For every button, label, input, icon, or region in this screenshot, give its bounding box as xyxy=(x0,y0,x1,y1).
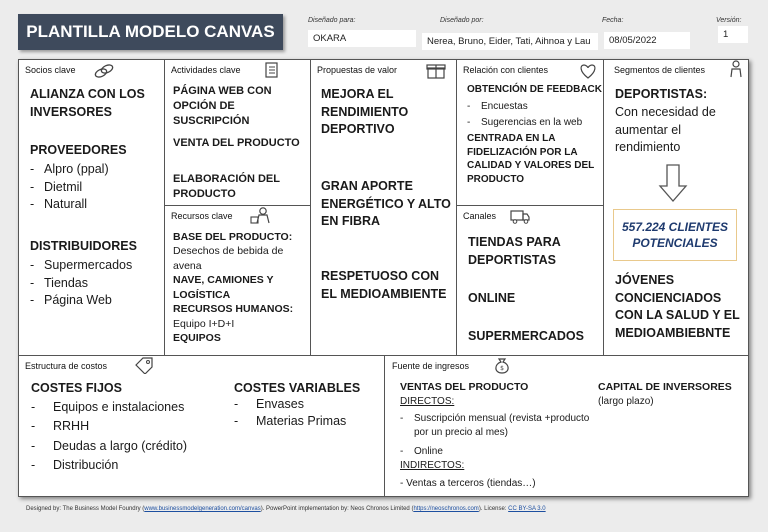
proveedores-title: PROVEEDORES xyxy=(30,143,127,157)
list-item: - Encuestas xyxy=(467,101,528,112)
fuente-ingresos-title: Fuente de ingresos xyxy=(392,361,470,371)
section-recursos-clave xyxy=(164,205,311,356)
designed-by-field[interactable]: Nerea, Bruno, Eider, Tati, Aihnoa y Lau xyxy=(422,33,598,50)
capital-title: CAPITAL DE INVERSORES xyxy=(598,381,732,393)
section-propuestas-valor xyxy=(310,59,457,356)
designed-for-label: Diseñado para: xyxy=(308,17,356,24)
footer-credits: Designed by: The Business Model Foundry (www.businessmodelgeneration.com/canvas). PowerPoint implementation by: Neos Chronos Limited (https://neoschronos.com). License: CC BY-SA 3.0 xyxy=(26,506,546,512)
footer-link-neoschronos[interactable]: https://neoschronos.com xyxy=(413,506,479,512)
indirectos-title: INDIRECTOS: xyxy=(400,460,465,472)
directos-title: DIRECTOS: xyxy=(400,396,455,408)
chain-link-icon xyxy=(93,62,115,80)
page-title: PLANTILLA MODELO CANVAS xyxy=(18,14,283,50)
section-segmentos-clientes xyxy=(603,59,749,356)
feedback-title: OBTENCIÓN DE FEEDBACK xyxy=(467,84,603,95)
actividades-clave-title: Actividades clave xyxy=(171,65,241,75)
list-item: - Sugerencias en la web xyxy=(467,116,583,128)
costes-variables-list xyxy=(234,396,384,430)
canales-title: Canales xyxy=(463,211,497,221)
section-fuente-ingresos xyxy=(384,355,749,497)
recursos-clave-title: Recursos clave xyxy=(171,211,233,221)
actividad-item: PÁGINA WEB CON OPCIÓN DE SUSCRIPCIÓN xyxy=(173,85,272,127)
base-title: BASE DEL PRODUCTO: xyxy=(173,231,293,243)
list-item: - Deudas a largo (crédito) xyxy=(31,438,188,453)
section-canales xyxy=(456,205,604,356)
feedback-list xyxy=(467,99,603,130)
arrow-down-icon xyxy=(658,164,688,202)
propuesta-item: GRAN APORTE ENERGÉTICO Y ALTO EN FIBRA xyxy=(321,179,451,228)
deportistas-text: Con necesidad de aumentar el rendimiento xyxy=(615,105,716,154)
footer-link-license[interactable]: CC BY-SA 3.0 xyxy=(508,506,546,512)
section-estructura-costos xyxy=(18,355,385,497)
humanos-title: RECURSOS HUMANOS: xyxy=(173,303,294,316)
truck-icon xyxy=(509,207,531,225)
section-actividades-clave xyxy=(164,59,311,206)
version-label: Versión: xyxy=(716,17,742,24)
base-text: Desechos de bebida de avena xyxy=(173,245,284,272)
list-item: - Equipos e instalaciones xyxy=(31,400,185,414)
capital-block xyxy=(598,380,746,410)
list-item: - RRHH xyxy=(31,419,90,434)
costes-fijos-list xyxy=(31,398,231,476)
list-item: - Dietmil xyxy=(30,179,83,194)
list-item: - Online xyxy=(400,445,443,457)
proveedores-list xyxy=(30,161,160,214)
person-icon xyxy=(725,60,747,78)
list-item: - Distribución xyxy=(31,458,119,473)
checklist-icon xyxy=(261,61,283,79)
relacion-clientes-title: Relación con clientes xyxy=(463,65,549,75)
gift-icon xyxy=(425,61,447,79)
distribuidores-list xyxy=(30,257,160,310)
centrada-text: CENTRADA EN LA FIDELIZACIÓN POR LA CALIDAD Y VALORES DEL PRODUCTO xyxy=(467,133,595,185)
list-item: - Materias Primas xyxy=(234,413,347,428)
ventas-title: VENTAS DEL PRODUCTO xyxy=(400,381,529,393)
price-tag-icon xyxy=(133,356,155,374)
version-field[interactable]: 1 xyxy=(718,26,748,43)
canal-item: TIENDAS PARA DEPORTISTAS xyxy=(468,235,561,267)
capital-text: (largo plazo) xyxy=(598,396,654,408)
clientes-potenciales-box: 557.224 CLIENTES POTENCIALES xyxy=(613,209,737,261)
costes-fijos-title: COSTES FIJOS xyxy=(31,381,122,395)
naves-text: NAVE, CAMIONES Y LOGÍSTICA xyxy=(173,274,274,301)
list-item: - Alpro (ppal) xyxy=(30,162,109,176)
estructura-costos-title: Estructura de costos xyxy=(25,361,108,371)
ventas-block xyxy=(400,380,590,491)
distribuidores-title: DISTRIBUIDORES xyxy=(30,239,137,253)
propuestas-valor-title: Propuestas de valor xyxy=(317,65,398,75)
date-field[interactable]: 08/05/2022 xyxy=(604,32,690,49)
canal-item: ONLINE xyxy=(468,291,516,305)
jovenes-text: JÓVENES CONCIENCIADOS CON LA SALUD Y EL MEDIOAMBIEBNTE xyxy=(615,273,740,340)
canal-item: SUPERMERCADOS xyxy=(468,329,584,343)
designed-for-field[interactable]: OKARA xyxy=(308,30,416,47)
indirectos-text: - Ventas a terceros (tiendas…) xyxy=(400,477,536,489)
list-item: - Envases xyxy=(234,397,304,411)
footer-link-canvas[interactable]: www.businessmodelgeneration.com/canvas xyxy=(144,506,261,512)
propuesta-item: RESPETUOSO CON EL MEDIOAMBIENTE xyxy=(321,269,447,301)
alianza-text: ALIANZA CON LOS INVERSORES xyxy=(30,87,145,119)
section-socios-clave xyxy=(18,59,165,356)
list-item: - Página Web xyxy=(30,293,112,307)
costes-variables-title: COSTES VARIABLES xyxy=(234,381,361,395)
socios-clave-title: Socios clave xyxy=(25,65,76,75)
recursos-list xyxy=(173,230,309,346)
designed-by-label: Diseñado por: xyxy=(440,17,484,24)
list-item: - Suscripción mensual (revista +producto por un precio al mes) xyxy=(400,412,590,439)
svg-text:$: $ xyxy=(500,365,504,372)
list-item: - Supermercados xyxy=(30,258,133,272)
humanos-text: Equipo I+D+I xyxy=(173,317,235,330)
date-label: Fecha: xyxy=(602,17,624,24)
list-item: - Naturall xyxy=(30,197,88,211)
worker-icon xyxy=(249,206,271,224)
heart-icon xyxy=(577,62,599,80)
deportistas-title: DEPORTISTAS: xyxy=(615,87,708,101)
actividad-item: VENTA DEL PRODUCTO xyxy=(173,137,300,149)
section-relacion-clientes xyxy=(456,59,604,206)
propuesta-item: MEJORA EL RENDIMIENTO DEPORTIVO xyxy=(321,87,409,136)
list-item: - Tiendas xyxy=(30,275,89,290)
actividad-item: ELABORACIÓN DEL PRODUCTO xyxy=(173,173,280,200)
segmentos-clientes-title: Segmentos de clientes xyxy=(614,65,706,75)
business-model-canvas xyxy=(18,59,749,497)
equipos-text: EQUIPOS xyxy=(173,332,221,345)
money-bag-icon xyxy=(491,356,513,374)
